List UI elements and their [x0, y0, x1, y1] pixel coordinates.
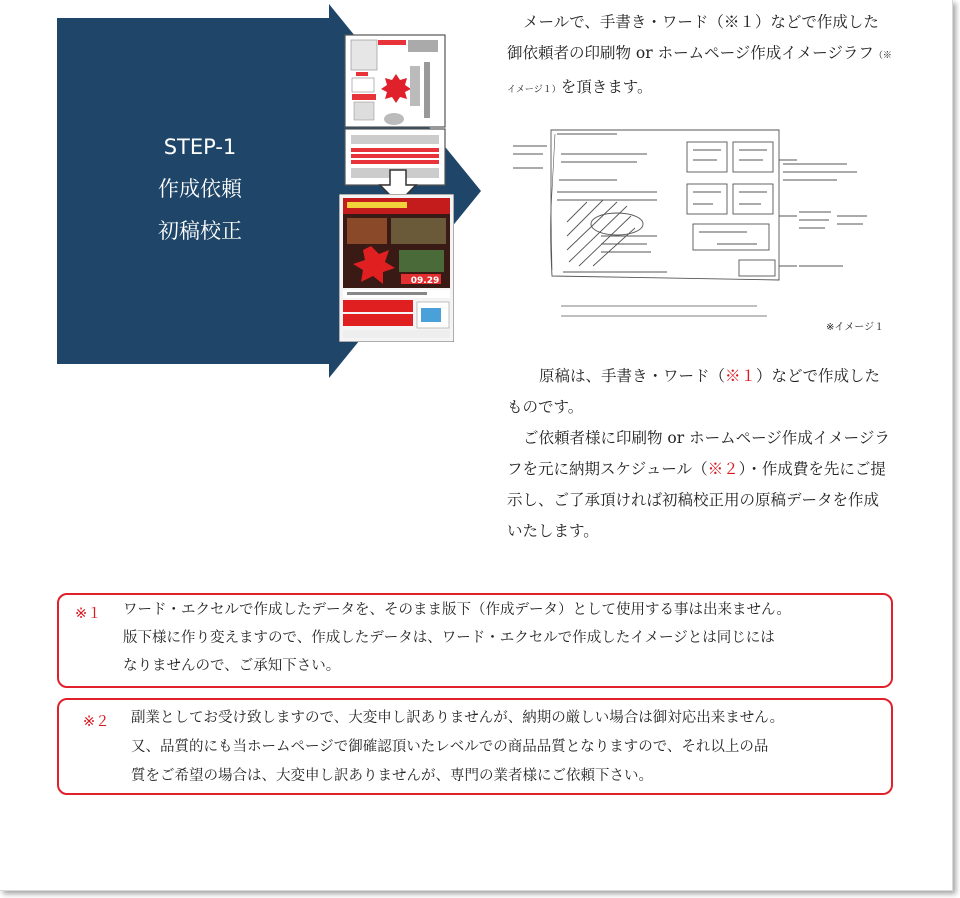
printed-flyer-thumbnail	[339, 194, 454, 342]
step-label: STEP-1	[163, 135, 237, 159]
note-2-line-1: 副業としてお受け致しますので、大変申し訳ありませんが、納期の厳しい場合は御対応出来ません。	[131, 710, 785, 726]
intro-paragraph	[507, 7, 892, 106]
body-p1-note-mark: ※１	[725, 367, 757, 385]
intro-image-ref: （※イメージ１）	[507, 51, 892, 95]
step-title: 作成依頼	[158, 177, 242, 201]
note-2-line-3: 質をご希望の場合は、大変申し訳ありませんが、専門の業者様にご依頼下さい。	[131, 768, 653, 784]
note-box-1	[57, 593, 893, 688]
svg-text:09.29: 09.29	[410, 276, 440, 286]
sketch-caption: ※イメージ１	[826, 322, 885, 333]
note-box-2	[57, 698, 893, 795]
intro-text: メールで、手書き・ワード（※１）などで作成した御依頼者の印刷物 or ホームページ作成イメージラフ	[507, 13, 879, 62]
body-p1-text: 原稿は、手書き・ワード（	[539, 367, 726, 385]
body-paragraph-1	[507, 361, 892, 423]
note-2-line-2: 又、品質的にも当ホームページで御確認頂いたレベルでの商品品質となりますので、それ以上の品	[131, 739, 769, 755]
body-p2-note-mark: ※２	[707, 460, 739, 478]
rough-sketch-image	[507, 120, 897, 340]
step-subtitle: 初稿校正	[158, 219, 242, 243]
body-p2-text: ご依頼者様に印刷物 or ホームページ作成イメージラフを元に納期スケジュール（	[507, 429, 890, 478]
note-1-mark: ※１	[75, 606, 102, 622]
body-p1-text-end: ）などで作成したものです。	[507, 367, 881, 416]
note-1-line-3: なりませんので、ご承知下さい。	[123, 658, 341, 674]
note-1-line-1: ワード・エクセルで作成したデータを、そのまま版下（作成データ）として使用する事は出来ません。	[123, 602, 791, 618]
note-2-mark: ※２	[83, 714, 110, 730]
intro-text-end: を頂きます。	[560, 78, 653, 96]
body-paragraph-2	[507, 423, 892, 547]
note-1-line-2: 版下様に作り変えますので、作成したデータは、ワード・エクセルで作成したイメージとは同じには	[123, 630, 775, 646]
body-p2-text-end: ）・作成費を先にご提示し、ご了承頂ければ初稿校正用の原稿データを作成いたします。	[507, 460, 886, 540]
draft-layout-thumbnail	[344, 34, 446, 186]
